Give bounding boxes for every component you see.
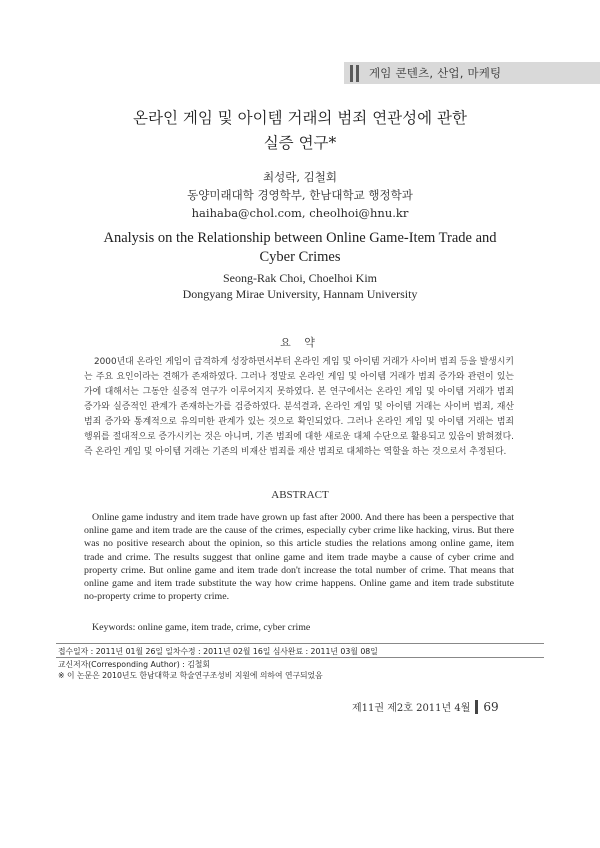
title-ko-line2: 실증 연구* xyxy=(263,134,337,152)
title-korean xyxy=(0,106,600,156)
abstract-en-heading: ABSTRACT xyxy=(271,489,329,501)
funding-footnote: ※ 이 논문은 2010년도 한남대학교 학술연구조성비 지원에 의하여 연구되었음 xyxy=(58,671,323,680)
title-en-line2: Cyber Crimes xyxy=(259,249,341,265)
meta-divider-rule xyxy=(56,657,544,658)
authors-en: Seong-Rak Choi, Choelhoi Kim xyxy=(223,271,377,285)
page-footer xyxy=(352,699,499,714)
header-bars-decoration xyxy=(350,65,359,82)
page-number: 69 xyxy=(483,699,499,714)
section-header-tag xyxy=(344,62,600,84)
affiliation-en: Dongyang Mirae University, Hannam University xyxy=(182,287,418,301)
abstract-ko-text: 2000년대 온라인 게임이 급격하게 성장하면서부터 온라인 게임 및 아이템 거래가 사이버 범죄 등을 발생시키는 주요 요인이라는 견해가 존재하였다. 그러나 정말로 온라인 게임 및 아이템 거래가 범죄 증가와 관련이 있는가에 대해서는 그동안 실증적 연구가 이루어지지 못하였다. 본 연구에서는 온라인 게임 및 아이템 거래가 범죄 증가와 실증적인 관계가 존재하는가를 검증하였다. 분석결과, 온라인 게임 및 아이템 거래는 사이버 범죄, 재산 범죄 증가와 통계적으로 유의미한 관계가 있는 것으로 확인되었다. 그러나 온라인 게임 및 아이템 거래는 범죄 행위를 절대적으로 증가시키는 것은 아니며, 기존 범죄에 대한 새로운 대체 수단으로 활용되고 있음이 밝혀졌다. 즉 온라인 게임 및 아이템 거래는 기존의 비재산 범죄를 재산 범죄로 대체하는 역할을 하는 것으로서 추정된다. xyxy=(84,357,514,457)
title-ko-line1: 온라인 게임 및 아이템 거래의 범죄 연관성에 관한 xyxy=(133,109,467,127)
abstract-en-text: Online game industry and item trade have grown up fast after 2000. And there has been a perspective that online game and item trade are the cause of the crimes, especially cyber crime like hacking, virus. But there was no positive research about the opinion, so this article studies the relations among online game, item trade and crime. The results suggest that online game and item trade maybe a cause of cyber crime and property crime. But online game and item trade don't increase the total number of crime. That means that online game and item trade substitute the way how crime happens. Online game and item trade substitute no-property crime to property crime. xyxy=(84,512,514,603)
authors-english-block xyxy=(0,270,600,302)
authors-korean-block xyxy=(0,168,600,222)
title-english xyxy=(0,229,600,267)
title-en-line1: Analysis on the Relationship between Online Game-Item Trade and xyxy=(103,230,497,246)
corresponding-author: 교신저자(Corresponding Author) : 김철회 xyxy=(58,660,210,669)
affiliation-ko: 동양미래대학 경영학부, 한남대학교 행정학과 xyxy=(187,188,413,202)
footer-separator xyxy=(475,700,478,714)
author-emails: haihaba@chol.com, cheolhoi@hnu.kr xyxy=(191,206,409,220)
journal-issue: 제11권 제2호 2011년 4월 xyxy=(352,703,471,714)
section-label: 게임 콘텐츠, 산업, 마케팅 xyxy=(369,66,502,80)
meta-top-rule xyxy=(56,643,544,644)
keywords: Keywords: online game, item trade, crime, cyber crime xyxy=(92,622,311,633)
submission-dates: 접수일자 : 2011년 01월 26일 일차수정 : 2011년 02월 16일 심사완료 : 2011년 03월 08일 xyxy=(58,647,378,656)
abstract-ko-heading: 요 약 xyxy=(280,336,320,349)
authors-ko: 최성락, 김철회 xyxy=(263,170,337,184)
